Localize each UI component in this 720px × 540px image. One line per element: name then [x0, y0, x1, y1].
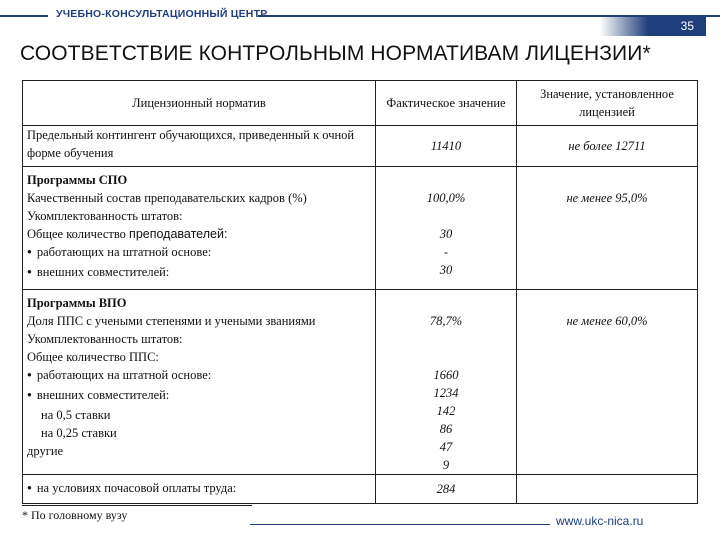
row2-line2: Укомплектованность штатов: — [27, 209, 183, 223]
row2-line5: ● внешних совместителей: — [27, 263, 371, 283]
row3-line3: Общее количество ППС: — [27, 350, 159, 364]
row2-line1: Качественный состав преподавательских кадров (%) — [27, 191, 307, 205]
row2-heading: Программы СПО — [27, 173, 128, 187]
row2-line3: Общее количество преподавателей: — [27, 227, 228, 241]
row1-actual: 11410 — [376, 126, 517, 167]
row4-norm — [517, 475, 698, 504]
row2-norm-cell — [517, 167, 698, 290]
row3-line5: ● внешних совместителей: — [27, 386, 371, 406]
row3-line6: на 0,5 ставки — [41, 408, 111, 422]
row2-actual — [376, 167, 517, 290]
row3-value5: 142 — [436, 404, 456, 418]
col-header-norm: Лицензионный норматив — [23, 81, 376, 126]
page-number: 35 — [680, 19, 694, 33]
table-row — [23, 167, 698, 290]
row2-value5: 30 — [439, 263, 453, 277]
page-title: СООТВЕТСТВИЕ КОНТРОЛЬНЫМ НОРМАТИВАМ ЛИЦЕНЗИИ* — [20, 42, 651, 65]
row3-value6: 86 — [439, 422, 453, 436]
row4-label: ● на условиях почасовой оплаты труда: — [23, 475, 376, 504]
row4-actual: 284 — [376, 475, 517, 504]
row3-norm: не менее 60,0% — [566, 314, 648, 328]
row3-value8: 9 — [442, 458, 450, 472]
site-url: www.ukc-nica.ru — [556, 514, 644, 528]
row3-line2: Укомплектованность штатов: — [27, 332, 183, 346]
row3-norm-cell — [517, 290, 698, 475]
table-row — [23, 290, 698, 475]
row2-value3: 30 — [439, 227, 453, 241]
license-norms-table — [22, 80, 698, 504]
table-row — [23, 126, 698, 167]
row2-label — [23, 167, 376, 290]
row1-label: Предельный контингент обучающихся, приведенный к очной форме обучения — [23, 126, 376, 167]
row3-line4: ● работающих на штатной основе: — [27, 366, 371, 386]
row2-value1: 100,0% — [426, 191, 466, 205]
row3-label — [23, 290, 376, 475]
row3-value4: 1234 — [433, 386, 459, 400]
footnote-rule — [22, 505, 252, 506]
row1-norm: не более 12711 — [517, 126, 698, 167]
org-name: УЧЕБНО-КОНСУЛЬТАЦИОННЫЙ ЦЕНТР — [56, 8, 268, 20]
row2-value4: - — [443, 245, 449, 259]
row3-line8: другие — [27, 444, 64, 458]
footnote: * По головному вузу — [22, 508, 128, 522]
row3-value1: 78,7% — [429, 314, 463, 328]
row3-actual — [376, 290, 517, 475]
row3-value3: 1660 — [433, 368, 459, 382]
row3-heading: Программы ВПО — [27, 296, 127, 310]
row3-line7: на 0,25 ставки — [41, 426, 117, 440]
page-number-box — [600, 17, 706, 36]
row2-norm: не менее 95,0% — [566, 191, 648, 205]
row2-line4: ● работающих на штатной основе: — [27, 243, 371, 263]
row3-value7: 47 — [439, 440, 453, 454]
table-row — [23, 475, 698, 504]
col-header-license: Значение, установленное лицензией — [517, 81, 698, 126]
footer-rule — [250, 524, 550, 525]
row3-line1: Доля ППС с учеными степенями и учеными званиями — [27, 314, 316, 328]
col-header-actual: Фактическое значение — [376, 81, 517, 126]
table-header-row — [23, 81, 698, 126]
